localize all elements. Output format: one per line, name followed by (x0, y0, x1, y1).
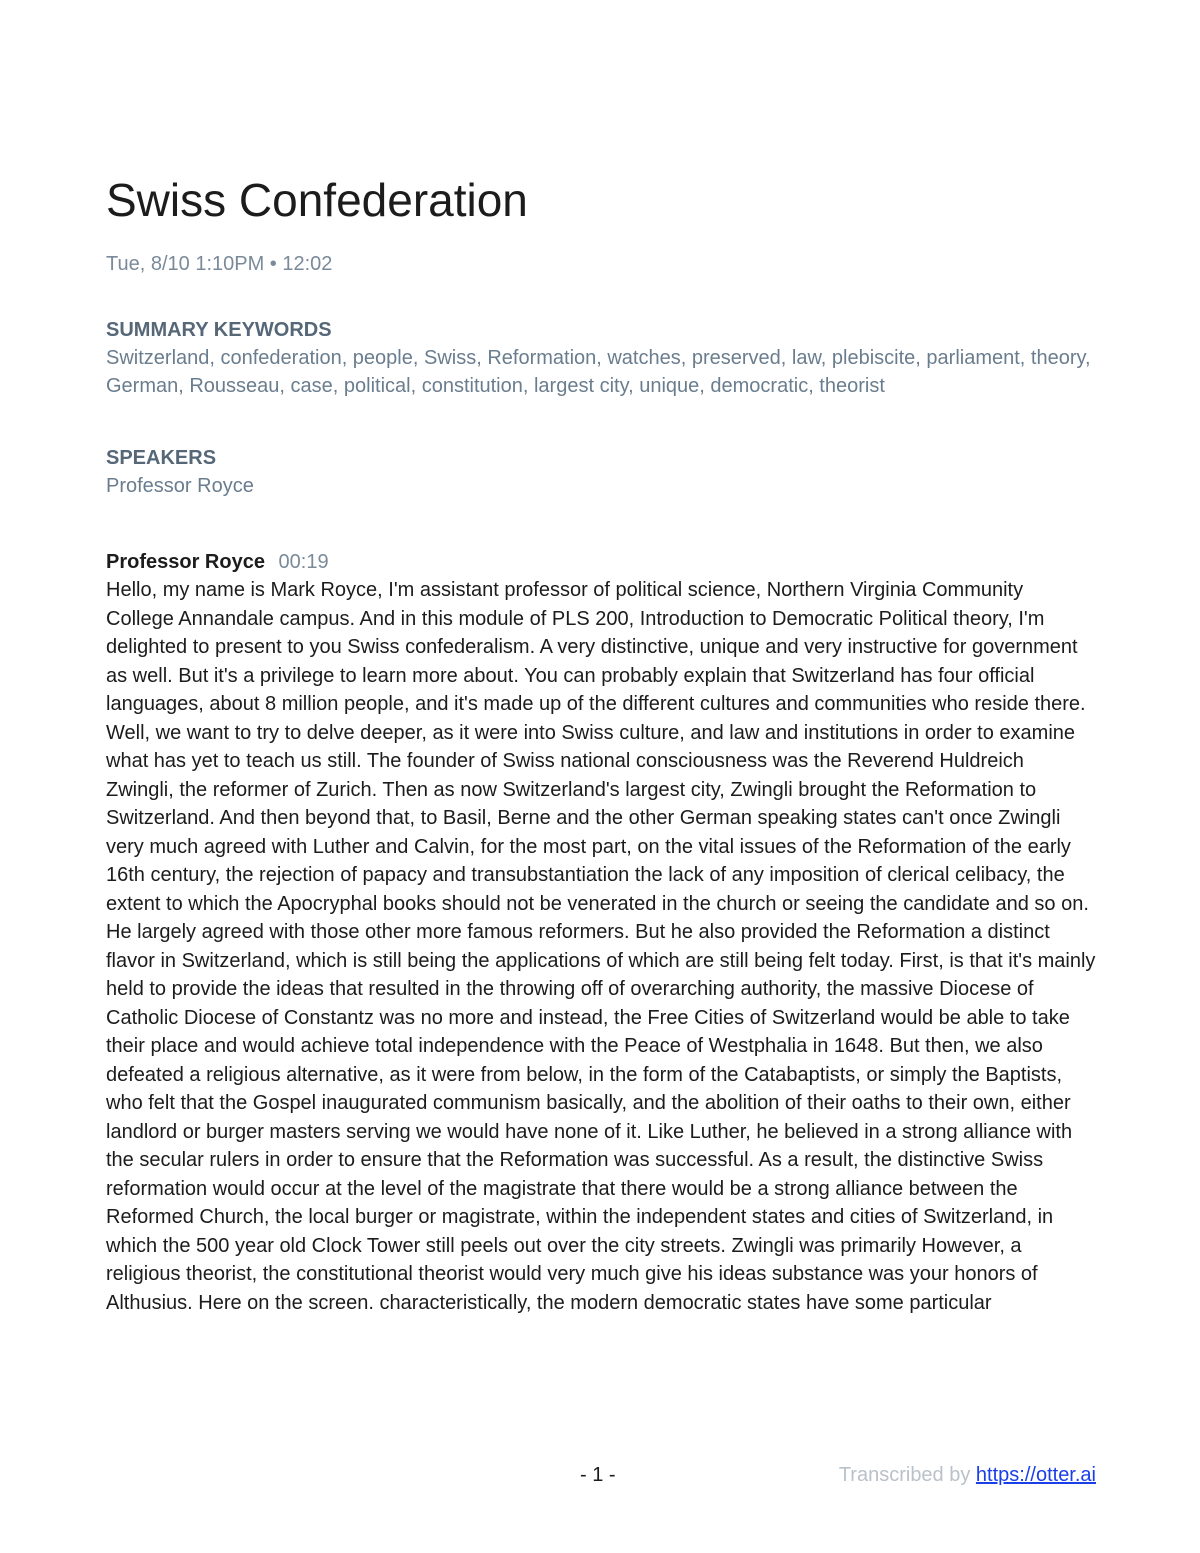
document-page (106, 170, 1096, 1317)
otter-link[interactable]: https://otter.ai (975, 1464, 1096, 1486)
credit-text: Transcribed by (838, 1464, 976, 1486)
speakers-label: SPEAKERS (106, 447, 217, 469)
transcript-text: Hello, my name is Mark Royce, I'm assistant professor of political science, Northern Virginia Community College Annandale campus. And in this module of PLS 200, Introduction to Democratic Political theory, I'm delighted to present to you Swiss confederalism. A very distinctive, unique and very instructive for government as well. But it's a privilege to learn more about. You can probably explain that Switzerland has four official languages, about 8 million people, and it's made up of the different cultures and communities who reside there. Well, we want to try to delve deeper, as it were into Swiss culture, and law and institutions in order to examine what has yet to teach us still. The founder of Swiss national consciousness was the Reverend Huldreich Zwingli, the reformer of Zurich. Then as now Switzerland's largest city, Zwingli brought the Reformation to Switzerland. And then beyond that, to Basil, Berne and the other German speaking states can't once Zwingli very much agreed with Luther and Calvin, for the most part, on the vital issues of the Reformation of the early 16th century, the rejection of papacy and transubstantiation the lack of any imposition of clerical celibacy, the extent to which the Apocryphal books should not be venerated in the church or seeing the candidate and so on. He largely agreed with those other more famous reformers. But he also provided the Reformation a distinct flavor in Switzerland, which is still being the applications of which are still being felt today. First, is that it's mainly held to provide the ideas that resulted in the throwing off of overarching authority, the massive Diocese of Catholic Diocese of Constantz was no more and instead, the Free Cities of Switzerland would be able to take their place and would achieve total independence with the Peace of Westphalia in 1648. But then, we also defeated a religious alternative, as it were from below, in the form of the Catabaptists, or simply the Baptists, who felt that the Gospel inaugurated communism basically, and the abolition of their oaths to their own, either landlord or burger masters serving we would have none of it. Like Luther, he believed in a strong alliance with the secular rulers in order to ensure that the Reformation was successful. As a result, the distinctive Swiss reformation would occur at the level of the magistrate that there would be a strong alliance between the Reformed Church, the local burger or magistrate, within the independent states and cities of Switzerland, in which the 500 year old Clock Tower still peels out over the city streets. Zwingli was primarily However, a religious theorist, the constitutional theorist would very much give his ideas substance was your honors of Althusius. Here on the screen. characteristically, the modern democratic states have some particular (106, 579, 1096, 1314)
transcript-turn (106, 548, 1096, 1317)
speaker-name: Professor Royce (106, 551, 265, 573)
summary-keywords-label: SUMMARY KEYWORDS (106, 319, 332, 341)
summary-keywords-section (106, 316, 1096, 400)
speakers-list: Professor Royce (106, 475, 254, 497)
page-number: - 1 - (580, 1464, 616, 1486)
summary-keywords-text: Switzerland, confederation, people, Swiss, Reformation, watches, preserved, law, plebiscite, parliament, theory, German, Rousseau, case, political, constitution, largest city, unique, democratic, theorist (106, 347, 1091, 397)
speakers-section (106, 444, 1096, 500)
document-meta: Tue, 8/10 1:10PM • 12:02 (106, 253, 333, 275)
speaker-header (106, 548, 1096, 576)
page-footer (0, 1460, 1200, 1490)
transcription-credit (839, 1460, 1096, 1490)
document-title: Swiss Confederation (106, 174, 528, 226)
speaker-timestamp: 00:19 (278, 551, 329, 573)
